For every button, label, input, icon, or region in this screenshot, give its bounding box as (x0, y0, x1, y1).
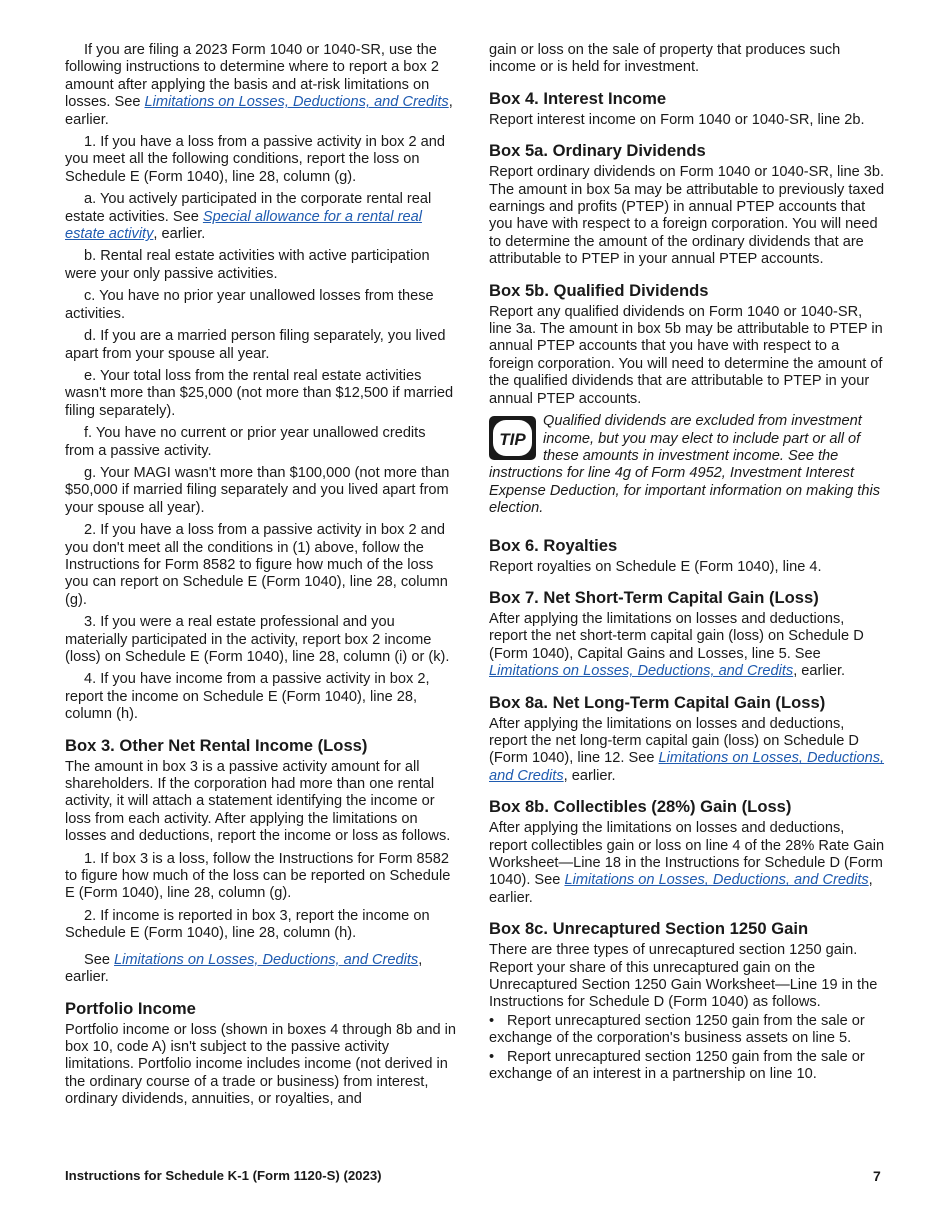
page-number: 7 (873, 1168, 881, 1184)
list-item: 1. If box 3 is a loss, follow the Instructions for Form 8582 to figure how much of the loss can be reported on Schedule E (Form 1040), line 28, column (g). (65, 850, 451, 902)
box8a-suffix: , earlier. (563, 767, 616, 784)
bullet-icon: • (489, 1048, 495, 1065)
box4-heading: Box 4. Interest Income (489, 88, 667, 108)
box8b-text (489, 820, 885, 907)
box8c-text: There are three types of unrecaptured section 1250 gain. Report your share of this unrecaptured gain on the Unrecaptured Section 1250 Gain Worksheet—Line 19 in the Instructions for Schedule D (Form 1040) as follows. (489, 942, 878, 1011)
box5a-text: Report ordinary dividends on Form 1040 or 1040-SR, line 3b. The amount in box 5a may be attributable to previously taxed earnings and profits (PTEP) in annual PTEP accounts that you have with respect to a foreign corporation. You will need to determine the amount of the ordinary dividends that are attributable to PTEP in your annual PTEP accounts. (489, 164, 885, 268)
box8a-heading: Box 8a. Net Long-Term Capital Gain (Loss) (489, 692, 826, 712)
tip-box (489, 413, 885, 517)
list-item: g. Your MAGI wasn't more than $100,000 (not more than $50,000 if married filing separately and you lived apart from your spouse all year). (65, 464, 450, 516)
intro-paragraph (65, 42, 458, 129)
bullet-text: Report unrecaptured section 1250 gain from the sale or exchange of the corporation's business assets on line 5. (489, 1012, 865, 1047)
footer-title: Instructions for Schedule K-1 (Form 1120-S) (2023) (65, 1168, 382, 1183)
list-item: d. If you are a married person filing separately, you lived apart from your spouse all year. (65, 328, 446, 362)
box5b-text: Report any qualified dividends on Form 1040 or 1040-SR, line 3a. The amount in box 5b may be attributable to PTEP in annual PTEP accounts that you have with respect to a foreign corporation. You will need to determine the amount of the qualified dividends that are attributable to PTEP in your annual PTEP accounts. (489, 303, 883, 407)
see-text: See (84, 951, 115, 968)
right-column (489, 42, 885, 1084)
bullet-text: Report unrecaptured section 1250 gain from the sale or exchange of an interest in a partnership on line 10. (489, 1048, 865, 1083)
limitations-link[interactable]: Limitations on Losses, Deductions, and Credits (564, 872, 869, 889)
tip-text: Qualified dividends are excluded from investment income, but you may elect to include part or all of these amounts in investment income. See the instructions for line 4g of Form 4952, Investment Interest Expense Deduction, for important information on making this election. (489, 413, 880, 517)
box6-text: Report royalties on Schedule E (Form 1040), line 4. (489, 558, 822, 575)
tip-label: TIP (499, 430, 526, 450)
box3-text: The amount in box 3 is a passive activity amount for all shareholders. If the corporation had more than one rental activity, it will attach a statement identifying the income or loss from each activity. After applying the limitations on losses and deductions, report the income or loss as follows. (65, 758, 451, 845)
box8a-body: After applying the limitations on losses and deductions, report the net long-term capital gain (loss) on Schedule D (Form 1040), line 12. See (489, 715, 859, 767)
box7-heading: Box 7. Net Short-Term Capital Gain (Loss) (489, 587, 819, 607)
continued-text: gain or loss on the sale of property that produces such income or is held for investment. (489, 42, 841, 76)
box7-body: After applying the limitations on losses and deductions, report the net short-term capital gain (loss) on Schedule D (Form 1040), Capital Gains and Losses, line 5. See (489, 610, 864, 662)
box8b-suffix: , earlier. (489, 872, 873, 906)
box4-text: Report interest income on Form 1040 or 1040-SR, line 2b. (489, 111, 865, 128)
special-allowance-link[interactable]: Special allowance for a rental real estate activity (65, 208, 422, 243)
box7-text (489, 611, 885, 681)
list-item: f. You have no current or prior year unallowed credits from a passive activity. (65, 425, 426, 459)
list-item: 4. If you have income from a passive activity in box 2, report the income on Schedule E (Form 1040), line 28, column (h). (65, 671, 430, 723)
portfolio-text: Portfolio income or loss (shown in boxes 4 through 8b and in box 10, code A) isn't subject to the passive activity limitations. Portfolio income includes income (not derived in the ordinary course of a trade or business) from interest, ordinary dividends, annuities, or royalties, and (65, 1021, 457, 1108)
list-item: 1. If you have a loss from a passive activity in box 2 and you meet all the following conditions, report the loss on Schedule E (Form 1040), line 28, column (g). (65, 134, 445, 185)
box3-heading: Box 3. Other Net Rental Income (Loss) (65, 735, 368, 755)
list-item: b. Rental real estate activities with active participation were your only passive activities. (65, 248, 430, 282)
limitations-link[interactable]: Limitations on Losses, Deductions, and Credits (489, 750, 885, 784)
box7-suffix: , earlier. (793, 663, 846, 680)
bullet-icon: • (489, 1012, 495, 1029)
list-item: e. Your total loss from the rental real estate activities wasn't more than $25,000 (not more than $12,500 if married filing separately). (65, 367, 454, 419)
intro-text: If you are filing a 2023 Form 1040 or 1040-SR, use the following instructions to determine where to report a box 2 amount after applying the basis and at-risk limitations on losses. See (65, 42, 439, 111)
tip-icon (489, 416, 536, 460)
list-item (489, 1049, 885, 1084)
box8c-heading: Box 8c. Unrecaptured Section 1250 Gain (489, 919, 809, 939)
list-item: 3. If you were a real estate professional and you materially participated in the activity, report box 2 income (loss) on Schedule E (Form 1040), line 28, column (i) or (k). (65, 614, 450, 665)
list-item: 2. If you have a loss from a passive activity in box 2 and you don't meet all the conditions in (1) above, follow the Instructions for Form 8582 to figure how much of the loss you can report on Schedule E (Form 1040), line 28, column (g). (65, 522, 448, 608)
portfolio-heading: Portfolio Income (65, 998, 196, 1018)
tip-badge-graphic (489, 416, 536, 460)
see-suffix: , earlier. (65, 951, 423, 986)
limitations-link[interactable]: Limitations on Losses, Deductions, and Credits (114, 951, 419, 968)
box8b-heading: Box 8b. Collectibles (28%) Gain (Loss) (489, 797, 792, 817)
list-item (65, 191, 458, 243)
box6-heading: Box 6. Royalties (489, 535, 618, 555)
intro-suffix: , earlier. (65, 94, 453, 128)
box5b-heading: Box 5b. Qualified Dividends (489, 280, 709, 300)
limitations-link[interactable]: Limitations on Losses, Deductions, and Credits (144, 94, 449, 111)
item-a-text: a. You actively participated in the corporate rental real estate activities. See (65, 191, 432, 225)
box5a-heading: Box 5a. Ordinary Dividends (489, 141, 706, 161)
box8a-text (489, 716, 885, 786)
list-item: c. You have no prior year unallowed losses from these activities. (65, 288, 434, 322)
limitations-link[interactable]: Limitations on Losses, Deductions, and Credits (489, 663, 794, 680)
list-item: 2. If income is reported in box 3, report the income on Schedule E (Form 1040), line 28, column (h). (65, 907, 430, 942)
box8b-body: After applying the limitations on losses and deductions, report collectibles gain or loss on line 4 of the 28% Rate Gain Worksheet—Line 18 in the Instructions for Schedule D (Form 1040). See (489, 820, 885, 889)
box3-see-paragraph (65, 952, 458, 987)
list-item (489, 1013, 885, 1048)
item-a-suffix: , earlier. (153, 226, 206, 243)
left-column (65, 42, 458, 1114)
